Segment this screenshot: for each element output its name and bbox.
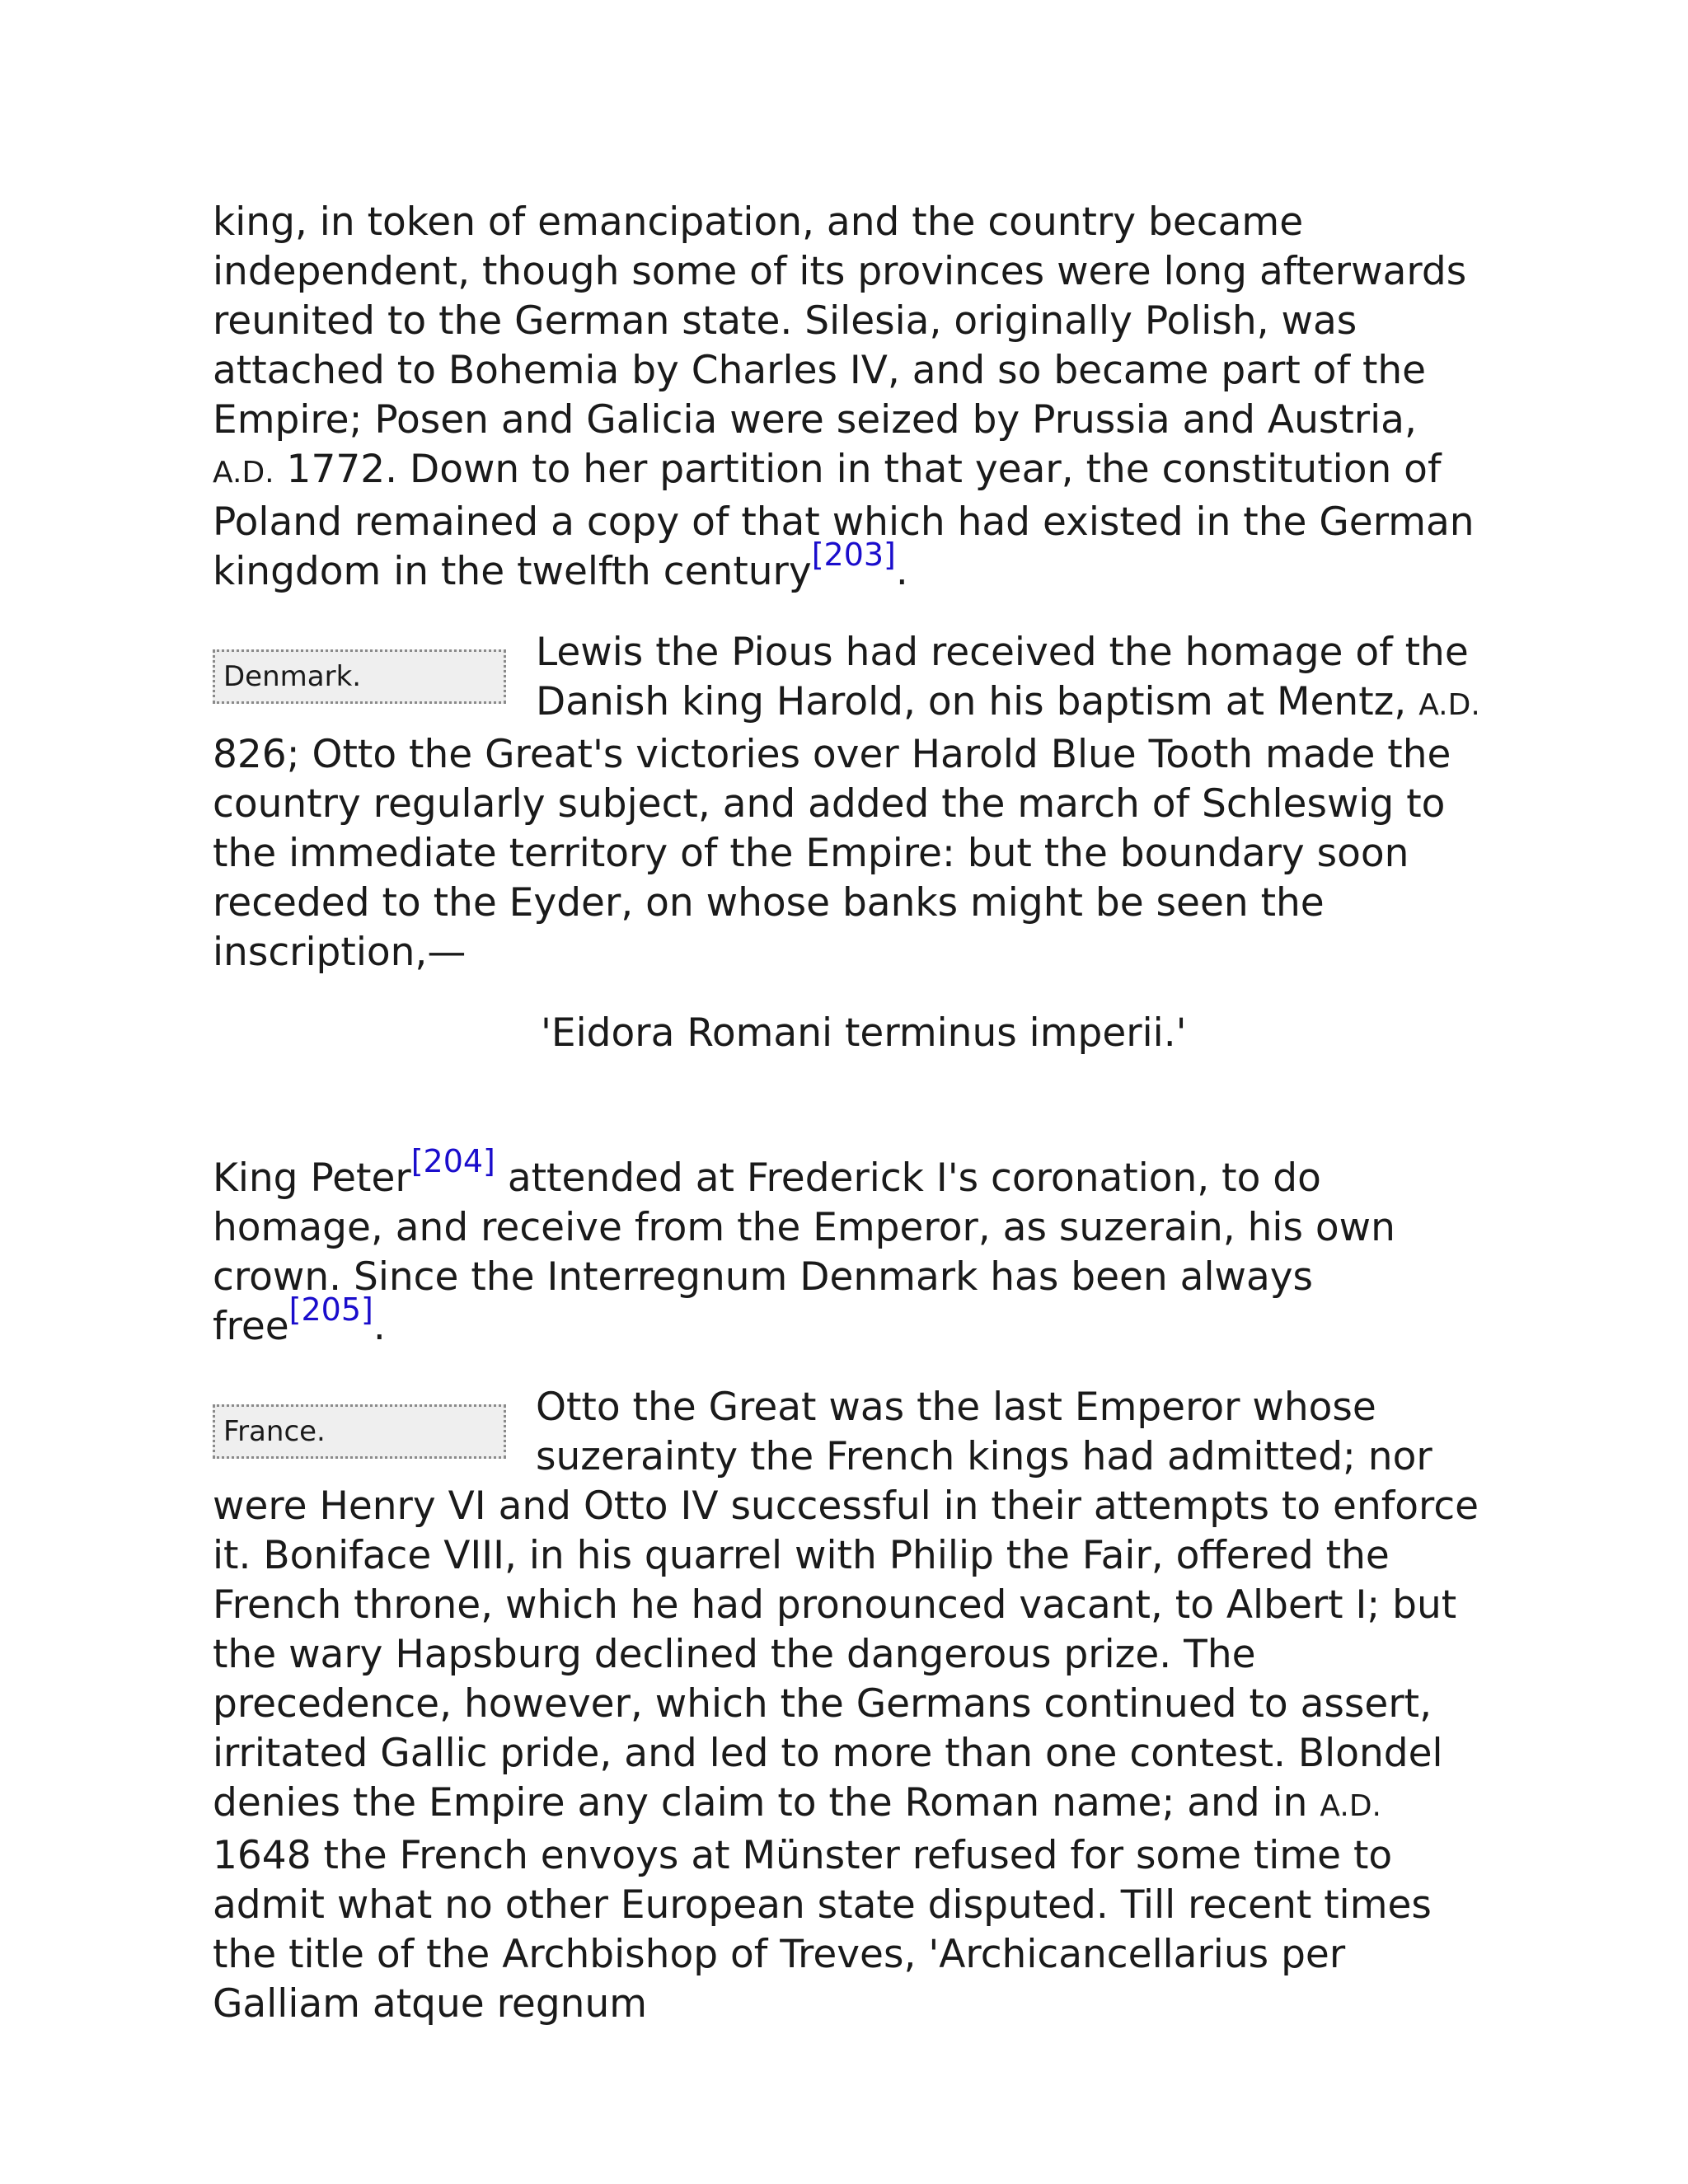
footnote-sup xyxy=(289,1291,373,1328)
paragraph-text: King Peter xyxy=(213,1155,411,1201)
block-quote: 'Eidora Romani terminus imperii.' xyxy=(541,1010,1187,1056)
footnote-link-204[interactable]: [204] xyxy=(410,1143,495,1180)
footnote-link-203[interactable]: [203] xyxy=(811,537,896,574)
footnote-link-205[interactable]: [205] xyxy=(288,1291,373,1329)
era-abbreviation: A.D. xyxy=(1320,1789,1381,1823)
paragraph-text: 826; Otto the Great's victories over Harold Blue Tooth made the country regularly subject, and added the march of Schleswig to the immediate territory of the Empire: but the boundary soon receded to the Eyder, on whose banks might be seen the inscription,— xyxy=(213,732,1451,975)
paragraph-text: 1648 the French envoys at Münster refused for some time to admit what no other European state disputed. Till recent times the title of the Archbishop of Treves, 'Archicancellarius per Galliam atque regnum xyxy=(213,1833,1432,2027)
paragraph-text: 1772. Down to her partition in that year, the constitution of Poland remained a copy of that which had existed in the German kingdom in the twelfth century xyxy=(213,447,1475,594)
sidenote-denmark: Denmark. xyxy=(213,649,506,704)
paragraph-king-peter xyxy=(213,1143,1482,1352)
paragraph-text: Lewis the Pious had received the homage of the Danish king Harold, on his baptism at Mentz, xyxy=(536,630,1469,724)
paragraph-france xyxy=(213,1383,1482,2029)
paragraph-text: . xyxy=(373,1304,386,1349)
sidenote-france: France. xyxy=(213,1404,506,1459)
page-content xyxy=(213,198,1482,2029)
footnote-sup xyxy=(411,1143,495,1179)
paragraph-text: king, in token of emancipation, and the country became independent, though some of its provinces were long afterwards reunited to the German state. Silesia, originally Polish, was attached to Bohemia by Charles IV, and so became part of the Empire; Posen and Galicia were seized by Prussia and Austria, xyxy=(213,199,1467,443)
paragraph-text: Otto the Great was the last Emperor whose suzerainty the French kings had admitted; nor were Henry VI and Otto IV successful in their attempts to enforce it. Boniface VIII, in his quarrel with Philip the Fair, offered the French throne, which he had pronounced vacant, to Albert I; but the wary Hapsburg declined the dangerous prize. The precedence, however, which the Germans continued to assert, irritated Gallic pride, and led to more than one contest. Blondel denies the Empire any claim to the Roman name; and in xyxy=(213,1385,1479,1825)
paragraph-denmark xyxy=(213,628,1482,977)
footnote-sup xyxy=(812,537,896,573)
paragraph-text: attended at Frederick I's coronation, to do homage, and receive from the Emperor, as suzerain, his own crown. Since the Interregnum Denmark has been always free xyxy=(213,1155,1395,1349)
era-abbreviation: A.D. xyxy=(213,456,274,490)
era-abbreviation: A.D. xyxy=(1418,688,1480,722)
paragraph-text: . xyxy=(895,549,908,594)
paragraph-poland xyxy=(213,198,1482,597)
